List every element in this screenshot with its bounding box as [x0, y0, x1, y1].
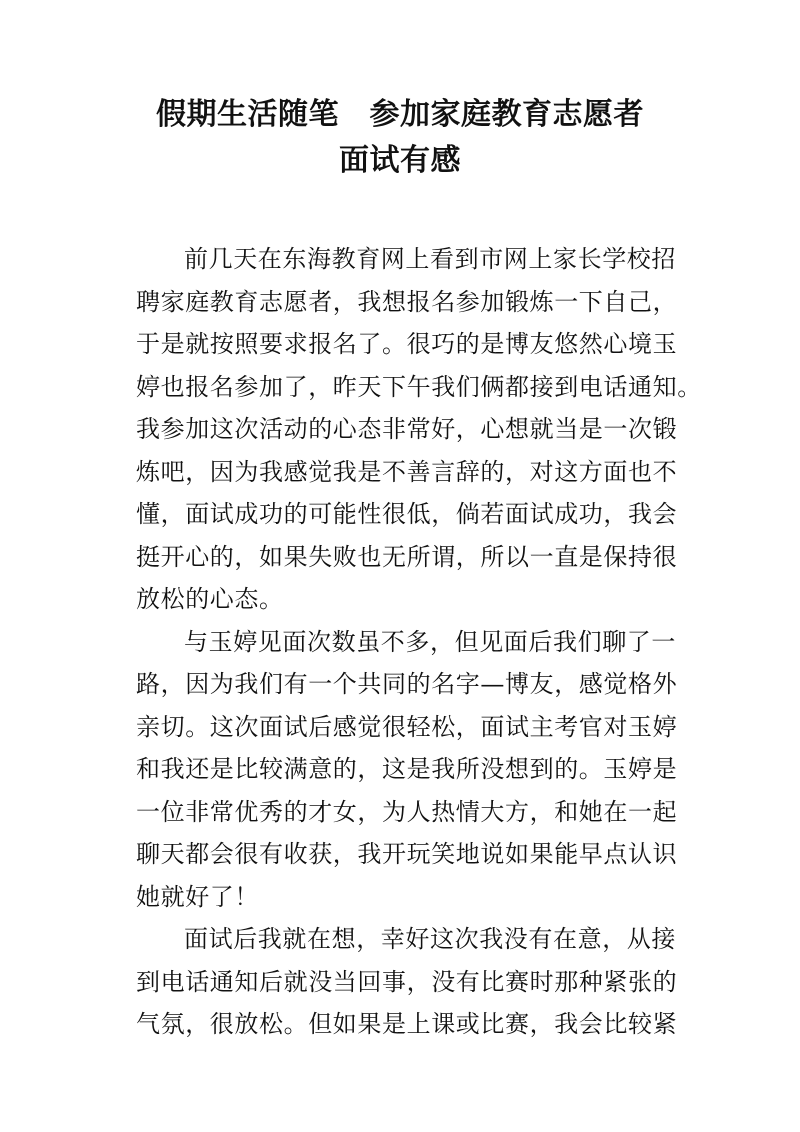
- paragraph-2: [136, 621, 676, 919]
- text-line: 我参加这次活动的心态非常好，心想就当是一次锻: [136, 415, 678, 443]
- text-line: 炼吧，因为我感觉我是不善言辞的，对这方面也不: [136, 457, 678, 486]
- text-line: 气氛，很放松。但如果是上课或比赛，我会比较紧: [136, 1010, 678, 1038]
- text-line: 她就好了！: [136, 882, 259, 911]
- text-line: 懂，面试成功的可能性很低，倘若面试成功，我会: [136, 500, 678, 528]
- paragraph-1: [136, 238, 702, 621]
- text-line: 放松的心态。: [136, 585, 284, 613]
- paragraph-3: [136, 918, 676, 1046]
- text-line: 婷也报名参加了，昨天下午我们俩都接到电话通知。: [136, 372, 702, 401]
- text-line: 亲切。这次面试后感觉很轻松，面试主考官对玉婷: [136, 712, 678, 741]
- text-line: 聘家庭教育志愿者，我想报名参加锻炼一下自己，: [136, 287, 678, 316]
- document-title: [0, 92, 800, 184]
- text-line: 挺开心的，如果失败也无所谓，所以一直是保持很: [136, 542, 678, 571]
- text-line: 和我还是比较满意的，这是我所没想到的。玉婷是: [136, 755, 678, 783]
- text-line: 路，因为我们有一个共同的名字—博友，感觉格外: [136, 670, 678, 698]
- text-line: 于是就按照要求报名了。很巧的是博友悠然心境玉: [136, 330, 678, 358]
- text-line: 到电话通知后就没当回事，没有比赛时那种紧张的: [136, 967, 678, 996]
- document-body: [136, 238, 702, 1046]
- title-line-1: 假期生活随笔 参加家庭教育志愿者: [156, 97, 644, 132]
- text-line: 前几天在东海教育网上看到市网上家长学校招: [184, 245, 676, 273]
- title-line-2: 面试有感: [339, 143, 461, 178]
- text-line: 与玉婷见面次数虽不多，但见面后我们聊了一: [184, 627, 676, 656]
- text-line: 聊天都会很有收获，我开玩笑地说如果能早点认识: [136, 840, 678, 868]
- text-line: 面试后我就在想，幸好这次我没有在意，从接: [184, 925, 676, 953]
- text-line: 一位非常优秀的才女，为人热情大方，和她在一起: [136, 797, 678, 826]
